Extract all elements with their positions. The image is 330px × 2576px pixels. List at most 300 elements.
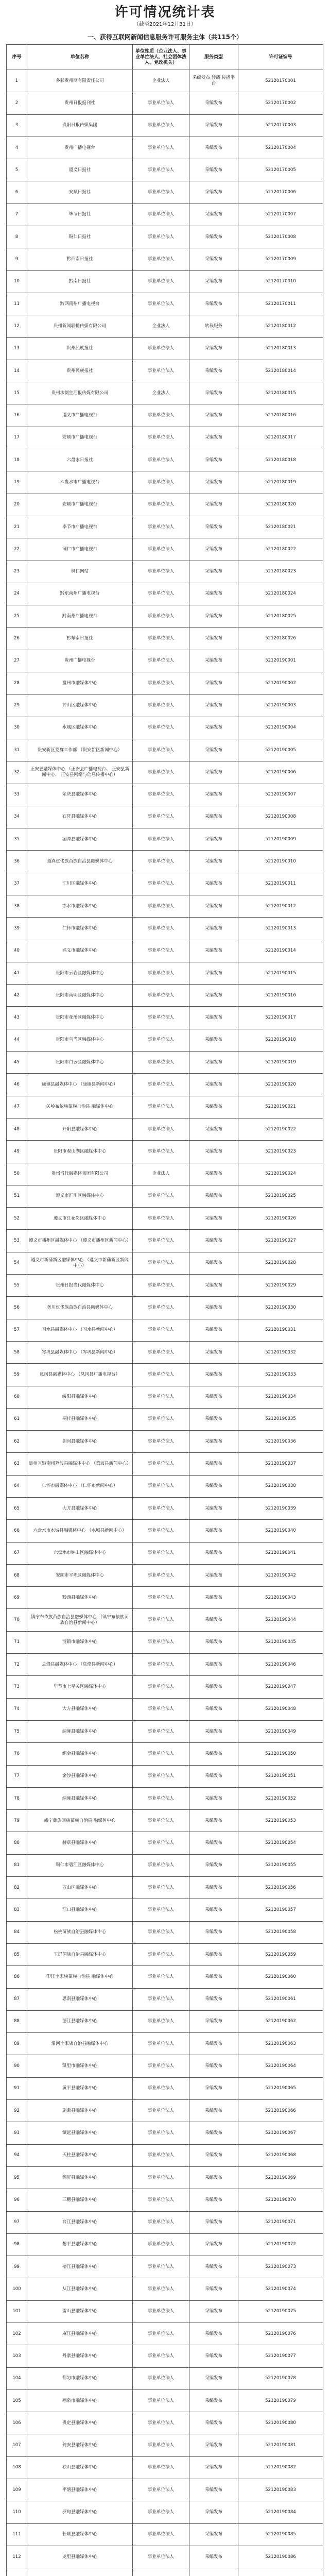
cell-unit-type: 事业单位法人	[133, 1252, 189, 1274]
table-row	[7, 2389, 323, 2412]
cell-license-no: 52120190003	[238, 694, 323, 717]
cell-index: 96	[7, 2189, 27, 2211]
cell-index: 46	[7, 1074, 27, 1096]
cell-unit-type: 事业单位法人	[133, 1787, 189, 1809]
cell-index: 6	[7, 181, 27, 204]
table-row	[7, 1096, 323, 1118]
cell-unit-name: 铜仁网站	[27, 561, 133, 583]
cell-index: 40	[7, 940, 27, 962]
table-row	[7, 1921, 323, 1943]
cell-license-no: 52120190022	[238, 1118, 323, 1140]
cell-unit-type: 事业单位法人	[133, 605, 189, 628]
cell-unit-name: 贵阳市花溪区融媒体中心	[27, 1007, 133, 1029]
cell-license-no: 52120190007	[238, 784, 323, 806]
cell-license-no: 52120190072	[238, 2233, 323, 2256]
cell-unit-name: 毕节日报社	[27, 204, 133, 226]
cell-index: 44	[7, 1029, 27, 1051]
cell-unit-name: 丹寨县融媒体中心	[27, 2345, 133, 2367]
cell-service-type: 采编发布	[189, 1163, 238, 1185]
cell-service-type: 采编发布	[189, 2055, 238, 2077]
cell-license-no: 52120180014	[238, 360, 323, 382]
table-row	[7, 1319, 323, 1341]
cell-service-type: 采编发布	[189, 2501, 238, 2523]
cell-license-no: 52120190010	[238, 851, 323, 873]
cell-service-type: 采编发布	[189, 1185, 238, 1207]
table-row	[7, 1988, 323, 2010]
cell-service-type: 采编发布	[189, 605, 238, 628]
cell-unit-name: 遵义日报社	[27, 159, 133, 181]
table-row	[7, 1698, 323, 1720]
table-row	[7, 1587, 323, 1609]
cell-service-type: 采编发布	[189, 1341, 238, 1363]
table-row	[7, 1966, 323, 1988]
cell-license-no: 52120190044	[238, 1609, 323, 1631]
cell-unit-name: 遵义市红花岗区融媒体中心	[27, 1208, 133, 1230]
table-row	[7, 2077, 323, 2099]
cell-license-no: 52120190049	[238, 1720, 323, 1742]
cell-license-no: 52120190029	[238, 1275, 323, 1297]
cell-unit-type: 事业单位法人	[133, 1475, 189, 1497]
table-row	[7, 2501, 323, 2523]
cell-service-type: 采编发布	[189, 2367, 238, 2389]
cell-service-type: 采编发布	[189, 1720, 238, 1742]
cell-license-no: 52120190075	[238, 2300, 323, 2323]
cell-unit-type: 事业单位法人	[133, 114, 189, 137]
cell-unit-type: 事业单位法人	[133, 1141, 189, 1163]
cell-index: 67	[7, 1542, 27, 1564]
cell-service-type: 采编发布	[189, 985, 238, 1007]
cell-unit-name: 施秉县融媒体中心	[27, 2100, 133, 2122]
cell-index: 57	[7, 1319, 27, 1341]
table-row	[7, 2010, 323, 2032]
table-row	[7, 1498, 323, 1520]
cell-index: 110	[7, 2501, 27, 2523]
cell-unit-name: 遵义市新蒲新区融媒体中心 （遵义市新蒲新区新闻中心）	[27, 1252, 133, 1274]
cell-service-type: 采编发布	[189, 204, 238, 226]
section-title: 一、获得互联网新闻信息服务许可服务主体（共115个）	[87, 33, 243, 41]
table-row	[7, 159, 323, 181]
cell-service-type: 采编发布	[189, 293, 238, 315]
table-row	[7, 2211, 323, 2233]
cell-index: 38	[7, 895, 27, 917]
cell-unit-type: 事业单位法人	[133, 1364, 189, 1386]
cell-service-type: 采编发布	[189, 538, 238, 561]
cell-license-no: 52120170007	[238, 204, 323, 226]
cell-index: 30	[7, 717, 27, 739]
cell-unit-type: 事业单位法人	[133, 2166, 189, 2189]
cell-unit-type: 事业单位法人	[133, 226, 189, 248]
cell-unit-type: 事业单位法人	[133, 2434, 189, 2456]
table-row	[7, 1631, 323, 1653]
table-row	[7, 1408, 323, 1430]
cell-service-type: 采编发布	[189, 561, 238, 583]
table-row	[7, 1609, 323, 1631]
cell-license-no: 52120170004	[238, 137, 323, 159]
cell-index: 29	[7, 694, 27, 717]
cell-unit-type: 事业单位法人	[133, 739, 189, 761]
cell-license-no: 52120190071	[238, 2211, 323, 2233]
cell-unit-name: 六盘水市广播电视台	[27, 471, 133, 494]
cell-index: 71	[7, 1631, 27, 1653]
table-row	[7, 2323, 323, 2345]
cell-license-no: 52120190054	[238, 1832, 323, 1854]
table-row	[7, 494, 323, 516]
cell-index: 102	[7, 2323, 27, 2345]
cell-license-no: 52120180025	[238, 605, 323, 628]
cell-license-no: 52120190018	[238, 1029, 323, 1051]
cell-license-no: 52120180024	[238, 583, 323, 605]
table-row	[7, 1564, 323, 1586]
table-row	[7, 1899, 323, 1921]
header-license-no: 许可证编号	[238, 45, 323, 70]
table-row	[7, 1676, 323, 1698]
cell-index: 108	[7, 2456, 27, 2479]
cell-license-no: 52120190063	[238, 2033, 323, 2055]
cell-unit-name: 遵义市汇川区融媒体中心	[27, 1185, 133, 1207]
table-row	[7, 605, 323, 628]
cell-unit-type: 事业单位法人	[133, 427, 189, 449]
cell-index: 92	[7, 2100, 27, 2122]
cell-service-type: 采编发布	[189, 360, 238, 382]
cell-license-no: 52120170010	[238, 270, 323, 293]
cell-service-type: 采编发布	[189, 2010, 238, 2032]
cell-service-type: 采编发布	[189, 1498, 238, 1520]
cell-service-type: 采编发布	[189, 2479, 238, 2501]
table-row	[7, 672, 323, 694]
cell-unit-name: 仁怀市融媒体中心 （仁怀市新闻中心）	[27, 1475, 133, 1497]
cell-unit-type: 事业单位法人	[133, 2278, 189, 2300]
table-row	[7, 2434, 323, 2456]
cell-unit-type: 事业单位法人	[133, 2546, 189, 2568]
cell-unit-type: 事业单位法人	[133, 516, 189, 538]
cell-license-no: 52120190017	[238, 1007, 323, 1029]
cell-service-type: 采编发布	[189, 1297, 238, 1319]
table-row	[7, 2546, 323, 2568]
cell-service-type: 采编发布	[189, 2546, 238, 2568]
cell-unit-name: 剑河县融媒体中心	[27, 1431, 133, 1453]
cell-license-no: 52120190043	[238, 1587, 323, 1609]
cell-unit-name: 黔南日报社	[27, 270, 133, 293]
cell-unit-type: 事业单位法人	[133, 449, 189, 471]
cell-index: 13	[7, 337, 27, 360]
table-row	[7, 806, 323, 828]
table-row	[7, 2100, 323, 2122]
cell-unit-type: 事业单位法人	[133, 1966, 189, 1988]
cell-license-no: 52120190037	[238, 1453, 323, 1475]
cell-unit-type: 事业单位法人	[133, 1029, 189, 1051]
cell-service-type: 采编发布	[189, 1854, 238, 1876]
cell-unit-name: 都匀市融媒体中心	[27, 2367, 133, 2389]
cell-license-no: 52120180012	[238, 315, 323, 337]
cell-unit-type: 事业单位法人	[133, 2345, 189, 2367]
cell-index: 27	[7, 650, 27, 672]
cell-unit-type: 事业单位法人	[133, 181, 189, 204]
cell-license-no: 52120190085	[238, 2523, 323, 2546]
cell-service-type: 采编发布	[189, 851, 238, 873]
cell-license-no: 52120190058	[238, 1921, 323, 1943]
cell-license-no: 52120190035	[238, 1408, 323, 1430]
cell-unit-name: 贵州新闻联播传媒有限公司	[27, 315, 133, 337]
cell-license-no: 52120190013	[238, 918, 323, 940]
cell-service-type: 采编发布	[189, 2144, 238, 2166]
cell-index: 50	[7, 1163, 27, 1185]
cell-index: 87	[7, 1988, 27, 2010]
table-row	[7, 1185, 323, 1207]
table-row	[7, 1297, 323, 1319]
table-row	[7, 2233, 323, 2256]
cell-service-type: 采编发布	[189, 1966, 238, 1988]
cell-service-type: 采编发布	[189, 427, 238, 449]
table-row	[7, 2189, 323, 2211]
cell-license-no: 52120170001	[238, 70, 323, 92]
cell-service-type: 采编发布	[189, 940, 238, 962]
cell-license-no: 52120190076	[238, 2323, 323, 2345]
cell-unit-type: 事业单位法人	[133, 694, 189, 717]
cell-unit-name: 金沙县融媒体中心	[27, 1765, 133, 1787]
cell-unit-name: 长顺县融媒体中心	[27, 2523, 133, 2546]
cell-unit-type: 事业单位法人	[133, 2211, 189, 2233]
cell-unit-name: 石阡县融媒体中心	[27, 806, 133, 828]
cell-service-type: 采编发布	[189, 2323, 238, 2345]
cell-service-type: 采编发布	[189, 583, 238, 605]
cell-unit-type: 事业单位法人	[133, 873, 189, 895]
cell-unit-type: 事业单位法人	[133, 538, 189, 561]
cell-license-no: 52120190079	[238, 2389, 323, 2412]
table-row	[7, 694, 323, 717]
cell-service-type: 采编发布	[189, 873, 238, 895]
cell-license-no: 52120190086	[238, 2546, 323, 2568]
cell-service-type: 采编发布	[189, 1832, 238, 1854]
cell-service-type: 采编发布	[189, 1275, 238, 1297]
cell-license-no: 52120190024	[238, 1163, 323, 1185]
cell-service-type: 采编发布	[189, 114, 238, 137]
table-row	[7, 337, 323, 360]
cell-unit-type: 事业单位法人	[133, 1609, 189, 1631]
header-unit-name: 单位名称	[27, 45, 133, 70]
table-row	[7, 1877, 323, 1899]
cell-license-no: 52120190015	[238, 962, 323, 984]
cell-unit-type: 事业单位法人	[133, 1943, 189, 1965]
cell-unit-type: 事业单位法人	[133, 2300, 189, 2323]
cell-index: 75	[7, 1720, 27, 1742]
cell-unit-type: 事业单位法人	[133, 1676, 189, 1698]
cell-service-type: 采编发布	[189, 828, 238, 851]
cell-unit-name: 罗甸县融媒体中心	[27, 2501, 133, 2523]
cell-unit-type: 事业单位法人	[133, 1498, 189, 1520]
cell-unit-name: 贵州民族报社	[27, 360, 133, 382]
cell-license-no: 52120170005	[238, 159, 323, 181]
cell-index: 64	[7, 1475, 27, 1497]
cell-index: 55	[7, 1275, 27, 1297]
cell-license-no: 52120190059	[238, 1943, 323, 1965]
cell-unit-name: 江口县融媒体中心	[27, 1899, 133, 1921]
table-row	[7, 828, 323, 851]
cell-unit-type: 事业单位法人	[133, 2144, 189, 2166]
cell-license-no: 52120190021	[238, 1096, 323, 1118]
cell-unit-name: 毕节市七星关区融媒体中心	[27, 1676, 133, 1698]
cell-license-no: 52120190062	[238, 2010, 323, 2032]
cell-unit-type: 事业单位法人	[133, 985, 189, 1007]
cell-service-type: 采编发布	[189, 337, 238, 360]
cell-license-no: 52120190033	[238, 1364, 323, 1386]
cell-unit-type: 事业单位法人	[133, 2323, 189, 2345]
cell-unit-name: 贵阳市白云区融媒体中心	[27, 1052, 133, 1074]
cell-license-no: 52120190002	[238, 672, 323, 694]
cell-unit-name: 习水县融媒体中心 （习水县新闻中心）	[27, 1319, 133, 1341]
cell-index: 94	[7, 2144, 27, 2166]
cell-unit-type: 事业单位法人	[133, 828, 189, 851]
cell-index: 18	[7, 449, 27, 471]
cell-unit-type: 事业单位法人	[133, 895, 189, 917]
cell-service-type: 采编发布	[189, 248, 238, 270]
cell-unit-type: 事业单位法人	[133, 159, 189, 181]
cell-index: 12	[7, 315, 27, 337]
cell-service-type: 采编发布	[189, 2077, 238, 2099]
cell-index: 20	[7, 494, 27, 516]
cell-unit-type: 事业单位法人	[133, 761, 189, 784]
cell-service-type: 采编发布	[189, 270, 238, 293]
cell-service-type: 采编发布	[189, 1096, 238, 1118]
cell-license-no: 52120190005	[238, 739, 323, 761]
cell-service-type: 采编发布	[189, 1899, 238, 1921]
cell-unit-type: 事业单位法人	[133, 851, 189, 873]
table-row	[7, 427, 323, 449]
cell-service-type: 采编发布	[189, 1520, 238, 1542]
cell-service-type	[189, 2568, 238, 2576]
cell-unit-type: 事业单位法人	[133, 2055, 189, 2077]
table-row	[7, 449, 323, 471]
cell-index: 62	[7, 1431, 27, 1453]
cell-index: 19	[7, 471, 27, 494]
cell-license-no: 52120190014	[238, 940, 323, 962]
cell-unit-name: 关岭布依族苗族自治县 融媒体中心	[27, 1096, 133, 1118]
cell-license-no: 52120190036	[238, 1431, 323, 1453]
table-row	[7, 940, 323, 962]
cell-service-type: 采编发布	[189, 494, 238, 516]
table-row	[7, 2345, 323, 2367]
cell-unit-name: 织金县融媒体中心	[27, 1743, 133, 1765]
cell-service-type: 采编发布	[189, 1052, 238, 1074]
cell-index: 1	[7, 70, 27, 92]
cell-unit-name: 黄平县融媒体中心	[27, 2077, 133, 2099]
cell-unit-name: 镇宁布依族苗族自治县融媒体中心 （镇宁布依族苗族自治县新闻中心）	[27, 1609, 133, 1631]
cell-license-no: 52120190064	[238, 2055, 323, 2077]
cell-index: 49	[7, 1141, 27, 1163]
cell-index: 34	[7, 806, 27, 828]
cell-service-type: 采编发布	[189, 2211, 238, 2233]
cell-license-no: 52120190055	[238, 1854, 323, 1876]
cell-service-type: 采编发布	[189, 382, 238, 404]
cell-unit-name: 凯里市融媒体中心	[27, 2055, 133, 2077]
cell-service-type: 采编发布	[189, 1988, 238, 2010]
cell-license-no: 52120190001	[238, 650, 323, 672]
cell-unit-type: 事业单位法人	[133, 806, 189, 828]
cell-service-type: 采编发布	[189, 1252, 238, 1274]
cell-index: 70	[7, 1609, 27, 1631]
cell-service-type: 采编发布	[189, 1029, 238, 1051]
cell-unit-name: 雷山县融媒体中心	[27, 2300, 133, 2323]
cell-unit-type: 事业单位法人	[133, 337, 189, 360]
cell-service-type: 采编发布	[189, 1208, 238, 1230]
cell-unit-name: 思南县融媒体中心	[27, 1988, 133, 2010]
cell-unit-type: 事业单位法人	[133, 2233, 189, 2256]
cell-service-type: 转载服务	[189, 315, 238, 337]
cell-unit-type: 事业单位法人	[133, 918, 189, 940]
cell-license-no: 52120190041	[238, 1542, 323, 1564]
cell-unit-name: 绥阳县融媒体中心	[27, 1386, 133, 1408]
cell-unit-type: 事业单位法人	[133, 248, 189, 270]
cell-unit-name: 铜仁日报社	[27, 226, 133, 248]
cell-unit-type: 事业单位法人	[133, 1319, 189, 1341]
cell-unit-name: 沿河土家族自治县融媒体中心	[27, 2033, 133, 2055]
table-row	[7, 1453, 323, 1475]
cell-unit-type: 事业单位法人	[133, 940, 189, 962]
cell-unit-name: 六盘水市水城县融媒体中心 （水城县新闻中心）	[27, 1520, 133, 1542]
cell-service-type: 采编发布	[189, 739, 238, 761]
cell-service-type: 采编发布	[189, 717, 238, 739]
cell-service-type: 采编发布	[189, 471, 238, 494]
table-row	[7, 2523, 323, 2546]
cell-unit-name: 遵义市广播电视台	[27, 404, 133, 427]
cell-index: 5	[7, 159, 27, 181]
cell-index: 4	[7, 137, 27, 159]
cell-unit-type: 企业法人	[133, 315, 189, 337]
cell-license-no: 52120190067	[238, 2122, 323, 2144]
cell-unit-type: 事业单位法人	[133, 2389, 189, 2412]
table-row	[7, 1765, 323, 1787]
cell-unit-type: 事业单位法人	[133, 1631, 189, 1653]
cell-license-no: 52120190081	[238, 2434, 323, 2456]
table-row	[7, 1208, 323, 1230]
table-row	[7, 962, 323, 984]
cell-license-no: 52120190038	[238, 1475, 323, 1497]
cell-unit-name: 台江县融媒体中心	[27, 2211, 133, 2233]
cell-unit-type: 事业单位法人	[133, 1408, 189, 1430]
cell-license-no: 52120190048	[238, 1698, 323, 1720]
header-unit-type: 单位性质（企业法人、事业单位法人、社会团体法人、党政机关）	[133, 45, 189, 70]
table-body	[7, 70, 323, 2576]
license-table	[6, 44, 323, 2576]
cell-service-type: 采编发布	[189, 2523, 238, 2546]
table-row	[7, 1520, 323, 1542]
cell-unit-name: 贵阳日报传媒集团	[27, 114, 133, 137]
cell-license-no: 52120190082	[238, 2456, 323, 2479]
table-row	[7, 2568, 323, 2576]
table-row	[7, 583, 323, 605]
table-row	[7, 92, 323, 114]
cell-license-no: 52120190034	[238, 1386, 323, 1408]
page-subtitle: （截至2021年12月31日）	[134, 22, 196, 27]
cell-index: 103	[7, 2345, 27, 2367]
cell-unit-type: 事业单位法人	[133, 1654, 189, 1676]
cell-unit-name: 德江县融媒体中心	[27, 2010, 133, 2032]
cell-unit-name: 岑巩县融媒体中心 （岑巩县新闻中心）	[27, 1341, 133, 1363]
cell-unit-name: 大方县融媒体中心	[27, 1698, 133, 1720]
table-row	[7, 1230, 323, 1252]
cell-unit-name: 赫章县融媒体中心	[27, 1832, 133, 1854]
table-row	[7, 1720, 323, 1742]
cell-unit-type: 事业单位法人	[133, 628, 189, 650]
cell-index: 100	[7, 2278, 27, 2300]
cell-license-no: 52120190028	[238, 1252, 323, 1274]
table-row	[7, 1810, 323, 1832]
cell-unit-type: 事业单位法人	[133, 2479, 189, 2501]
table-row	[7, 1007, 323, 1029]
cell-unit-name: 龙里县融媒体中心	[27, 2546, 133, 2568]
table-row	[7, 1943, 323, 1965]
cell-index: 56	[7, 1297, 27, 1319]
cell-service-type: 采编发布	[189, 1587, 238, 1609]
